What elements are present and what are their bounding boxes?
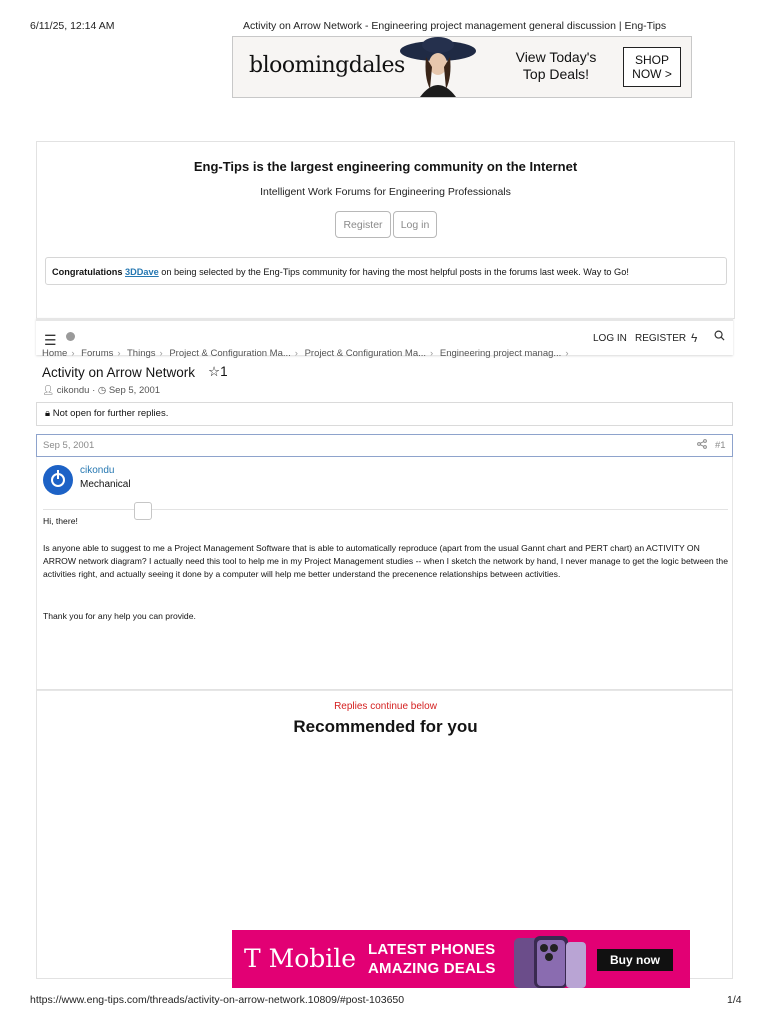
buy-now-button[interactable]: Buy now: [597, 949, 673, 971]
shop-now-button[interactable]: [623, 47, 681, 87]
lock-icon: 🔒︎: [45, 408, 51, 419]
closed-notice: [36, 402, 733, 426]
post-number[interactable]: #1: [715, 440, 726, 451]
gear-icon[interactable]: [66, 332, 75, 341]
ad-headline-line2: Top Deals!: [522, 66, 590, 82]
breadcrumb-item[interactable]: Project & Configuration Ma...: [304, 348, 427, 359]
congrats-text: on being selected by the Eng-Tips community for having the most helpful posts in the forums last week. Way to Go!: [158, 267, 629, 277]
star-icon[interactable]: ☆: [208, 364, 221, 379]
clock-icon: ◷: [97, 385, 107, 396]
congrats-notice: [45, 257, 727, 285]
login-button[interactable]: Log in: [393, 211, 437, 238]
post-date[interactable]: Sep 5, 2001: [43, 440, 95, 451]
shop-now-line2: NOW >: [632, 67, 672, 81]
breadcrumb-item[interactable]: Engineering project manag...: [439, 348, 562, 359]
nav-login-link[interactable]: LOG IN: [593, 333, 627, 344]
replies-note: Replies continue below: [334, 701, 437, 712]
breadcrumb-item[interactable]: Things: [127, 348, 156, 359]
post-greeting: Hi, there!: [43, 516, 78, 526]
recommended-heading: Recommended for you: [293, 717, 478, 736]
share-icon[interactable]: [697, 439, 707, 452]
power-icon-bar: [57, 470, 59, 479]
avatar[interactable]: [43, 465, 73, 495]
post-author-role: Mechanical: [80, 479, 131, 490]
thread-star[interactable]: [208, 364, 228, 380]
post-author[interactable]: cikondu: [80, 465, 115, 476]
community-banner: [36, 141, 735, 319]
ad-model-image: [398, 37, 478, 97]
search-icon[interactable]: [714, 330, 725, 344]
ad-headline-line1: View Today's: [515, 49, 597, 65]
user-icon: 👤︎: [42, 385, 55, 396]
thread-title: Activity on Arrow Network: [42, 365, 196, 380]
breadcrumb-item[interactable]: Forums: [81, 348, 114, 359]
post-closing: Thank you for any help you can provide.: [43, 611, 196, 621]
breadcrumb-item[interactable]: Home: [42, 348, 68, 359]
phones-image: [510, 934, 588, 988]
bolt-icon[interactable]: ϟ: [691, 331, 698, 345]
nav-register-link[interactable]: REGISTER: [635, 333, 687, 344]
community-title: Eng-Tips is the largest engineering community on the Internet: [193, 159, 578, 174]
thread-date[interactable]: Sep 5, 2001: [108, 385, 161, 396]
print-datetime: 6/11/25, 12:14 AM: [30, 20, 115, 32]
shop-now-line1: SHOP: [634, 53, 669, 67]
tmobile-logo: T Mobile: [244, 944, 357, 973]
tmobile-ad[interactable]: [232, 930, 690, 988]
tmobile-line2: AMAZING DEALS: [368, 960, 496, 977]
post-header: [36, 434, 733, 457]
congrats-lead: Congratulations: [52, 267, 123, 277]
bloomingdales-logo: bloomingdales: [249, 53, 405, 78]
post-body: [36, 457, 733, 691]
print-url: https://www.eng-tips.com/threads/activity-on-arrow-network.10809/#post-103650: [30, 994, 405, 1006]
congrats-user-link[interactable]: 3DDave: [125, 267, 159, 277]
closed-notice-text: Not open for further replies.: [52, 408, 169, 419]
community-subtitle: Intelligent Work Forums for Engineering Professionals: [260, 186, 511, 198]
bloomingdales-ad[interactable]: [232, 36, 692, 98]
thread-author[interactable]: cikondu: [56, 385, 90, 396]
ad-headline: [511, 49, 601, 83]
print-page-number: 1/4: [727, 994, 742, 1006]
post-paragraph: Is anyone able to suggest to me a Project Management Software that is able to automatically reproduce (apart from the usual Gannt chart and PERT chart) an ACTIVITY ON ARROW network diagram? I actually need this tool to help me in my Project Management studies -- when I sketch the network by hand, I never manage to get the logic between the activities right, and actually seeing it done by a computer will help me better understand the precenence relationships between activities.: [43, 543, 728, 579]
breadcrumb: Home › Forums › Things › Project & Configuration Ma... › Project & Configuration Ma... › Engineering project manag... ›: [42, 348, 569, 359]
breadcrumb-item[interactable]: Project & Configuration Ma...: [169, 348, 291, 359]
tmobile-line1: LATEST PHONES: [368, 941, 496, 958]
register-button[interactable]: Register: [335, 211, 391, 238]
star-count: 1: [220, 364, 228, 379]
print-page-title: Activity on Arrow Network - Engineering project management general discussion | Eng-Tips: [243, 20, 667, 32]
tmobile-headline: [368, 940, 496, 978]
thread-meta: 👤︎ cikondu · ◷ Sep 5, 2001: [42, 385, 161, 396]
hamburger-icon[interactable]: ☰: [44, 332, 57, 348]
